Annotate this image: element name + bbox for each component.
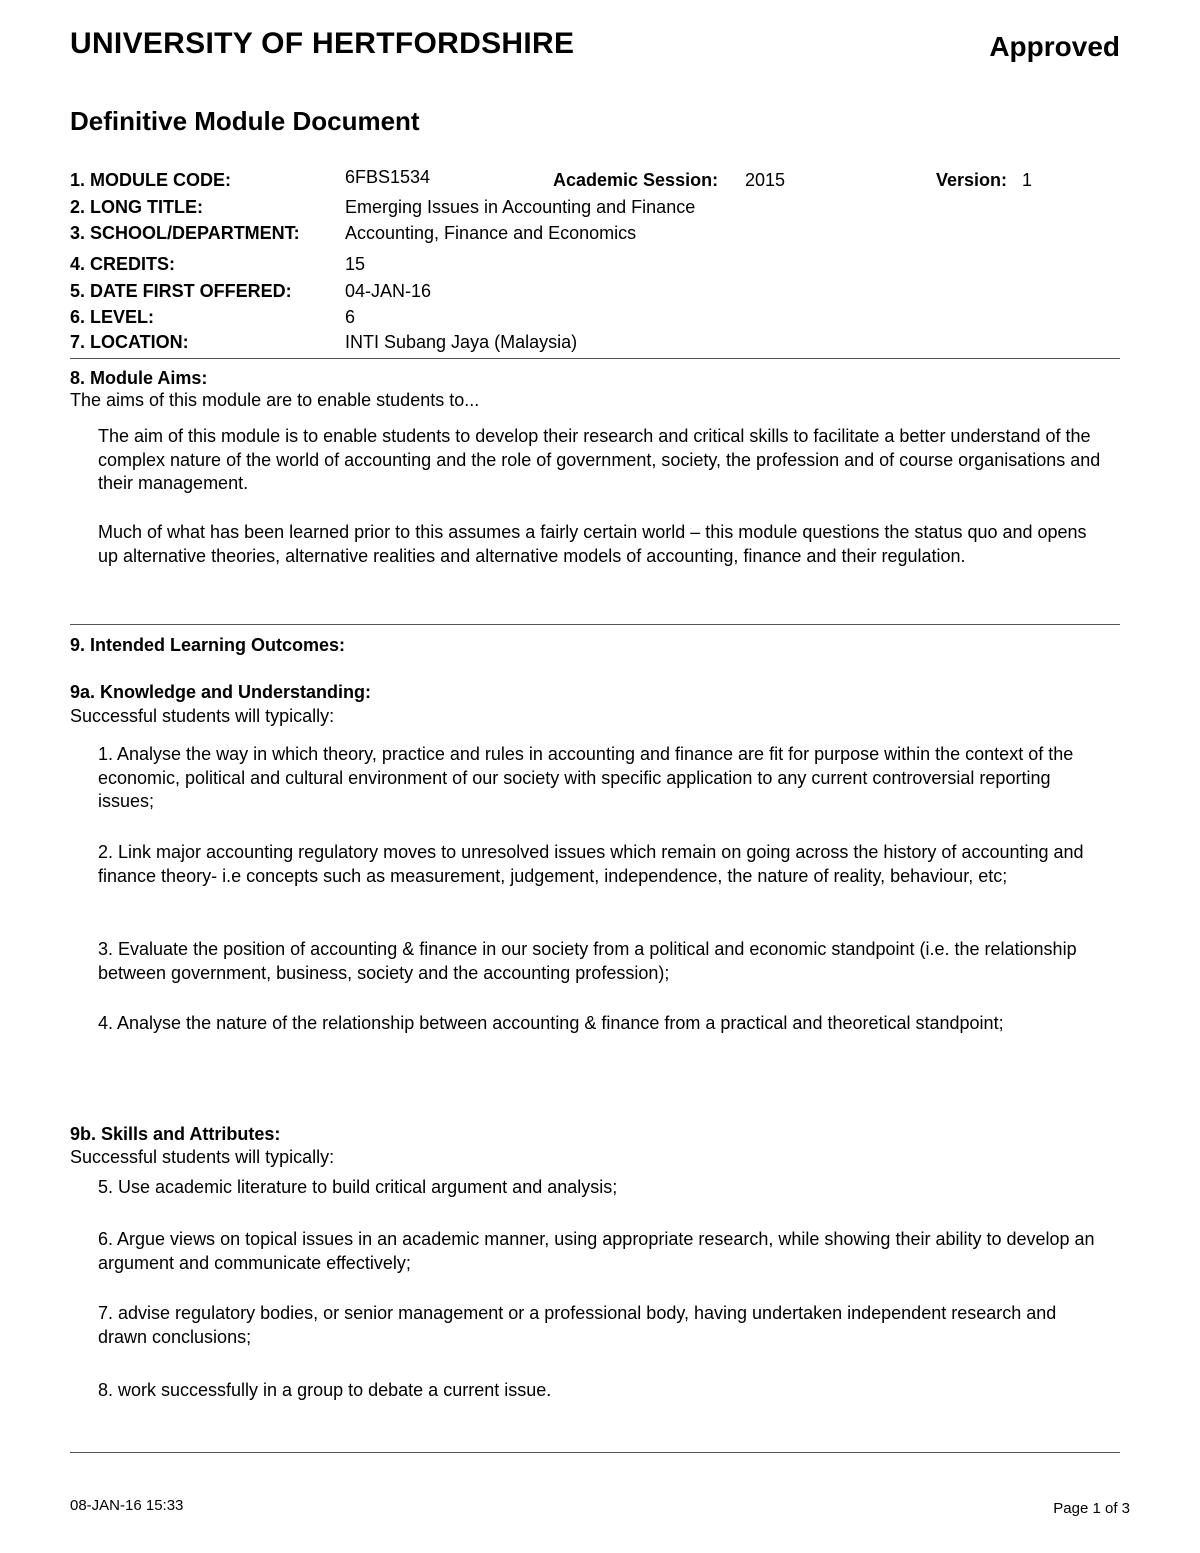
level-value: 6 [345, 307, 356, 327]
outcome-item: 5. Use academic literature to build critical argument and analysis; [98, 1177, 618, 1197]
long-title-value: Emerging Issues in Accounting and Finance [345, 197, 696, 217]
outcome-item: 3. Evaluate the position of accounting & finance in our society from a political and economic standpoint (i.e. the relationship between government, business, society and the accounting profession); [98, 939, 1077, 983]
academic-session-value: 2015 [745, 170, 786, 190]
knowledge-intro: Successful students will typically: [70, 706, 335, 726]
outcome-item: 7. advise regulatory bodies, or senior management or a professional body, having undertaken independent research and drawn conclusions; [98, 1303, 1057, 1347]
university-name: UNIVERSITY OF HERTFORDSHIRE [70, 27, 575, 60]
page-number: Page 1 of 3 [1053, 1500, 1130, 1517]
date-first-offered-value: 04-JAN-16 [345, 281, 432, 301]
level-label: 6. LEVEL: [70, 307, 155, 327]
outcome-item: 1. Analyse the way in which theory, practice and rules in accounting and finance are fit for purpose within the context of the economic, political and cultural environment of our society with specific application to any current controversial reporting issues; [98, 744, 1074, 811]
location-label: 7. LOCATION: [70, 332, 189, 352]
outcome-item: 8. work successfully in a group to debate a current issue. [98, 1380, 552, 1400]
date-first-offered-label: 5. DATE FIRST OFFERED: [70, 281, 292, 301]
skills-heading: 9b. Skills and Attributes: [70, 1124, 281, 1144]
divider [70, 624, 1120, 625]
aims-paragraph: Much of what has been learned prior to this assumes a fairly certain world – this module questions the status quo and opens up alternative theories, alternative realities and alternative models of accounting, finance and their regulation. [98, 522, 1087, 566]
knowledge-heading: 9a. Knowledge and Understanding: [70, 682, 372, 702]
skills-intro: Successful students will typically: [70, 1147, 335, 1167]
aims-heading: 8. Module Aims: [70, 368, 208, 388]
divider [70, 358, 1120, 359]
approval-status: Approved [989, 31, 1120, 62]
version-label: Version: [936, 170, 1008, 190]
module-code-value: 6FBS1534 [345, 167, 431, 187]
outcome-item: 2. Link major accounting regulatory moves to unresolved issues which remain on going across the history of accounting and finance theory- i.e concepts such as measurement, judgement, independence, the nature of reality, behaviour, etc; [98, 842, 1084, 886]
school-label: 3. SCHOOL/DEPARTMENT: [70, 223, 300, 243]
location-value: INTI Subang Jaya (Malaysia) [345, 332, 578, 352]
outcome-item: 4. Analyse the nature of the relationship between accounting & finance from a practical and theoretical standpoint; [98, 1013, 1004, 1033]
academic-session-label: Academic Session: [553, 170, 719, 190]
credits-value: 15 [345, 254, 366, 274]
long-title-label: 2. LONG TITLE: [70, 197, 203, 217]
outcomes-heading: 9. Intended Learning Outcomes: [70, 635, 346, 655]
school-value: Accounting, Finance and Economics [345, 223, 637, 243]
divider [70, 1452, 1120, 1453]
aims-intro: The aims of this module are to enable students to... [70, 390, 480, 410]
print-timestamp: 08-JAN-16 15:33 [70, 1497, 184, 1514]
aims-paragraph: The aim of this module is to enable students to develop their research and critical skills to facilitate a better understand of the complex nature of the world of accounting and the role of government, society, the profession and of course organisations and their management. [98, 426, 1101, 493]
module-code-label: 1. MODULE CODE: [70, 170, 232, 190]
document-title: Definitive Module Document [70, 106, 420, 136]
version-value: 1 [1022, 170, 1033, 190]
outcome-item: 6. Argue views on topical issues in an academic manner, using appropriate research, while showing their ability to develop an argument and communicate effectively; [98, 1229, 1095, 1273]
credits-label: 4. CREDITS: [70, 254, 176, 274]
